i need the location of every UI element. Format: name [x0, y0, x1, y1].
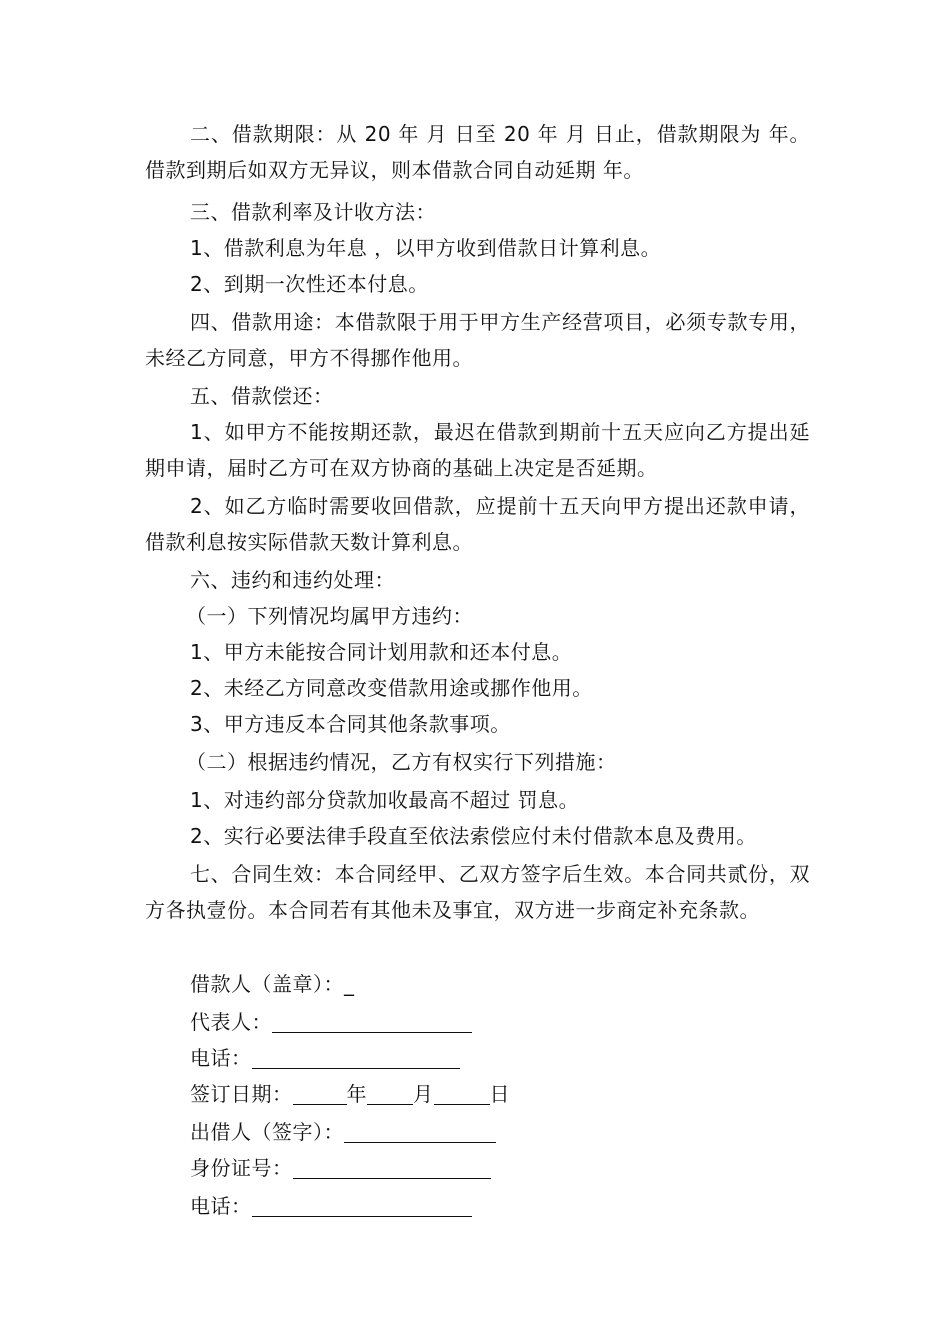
id-number-blank: [293, 1156, 491, 1179]
representative-line: [190, 1004, 472, 1040]
phone-label-2: 电话：: [190, 1194, 252, 1218]
sign-day-blank: [434, 1082, 490, 1105]
lender-sign-blank: [344, 1120, 496, 1143]
borrower-seal-line: 借款人（盖章）：_: [190, 972, 355, 996]
sign-date-line: [190, 1076, 510, 1112]
clause-term: 二、借款期限：从 20 年 月 日至 20 年 月 日止，借款期限为 年。借款到期后如双方无异议，则本借款合同自动延期 年。: [145, 122, 810, 182]
clause-repayment-1: 1、如甲方不能按期还款，最迟在借款到期前十五天应向乙方提出延期申请，届时乙方可在双方协商的基础上决定是否延期。: [145, 420, 810, 480]
clause-purpose: 四、借款用途：本借款限于用于甲方生产经营项目，必须专款专用，未经乙方同意，甲方不得挪作他用。: [145, 310, 810, 370]
clause-interest-2: 2、到期一次性还本付息。: [190, 272, 429, 296]
phone-line-2: [190, 1188, 472, 1224]
phone-label-1: 电话：: [190, 1046, 252, 1070]
clause-breach-b2: 2、实行必要法律手段直至依法索偿应付未付借款本息及费用。: [190, 824, 757, 848]
clause-interest-1: 1、借款利息为年息 ，以甲方收到借款日计算利息。: [190, 236, 662, 260]
id-number-label: 身份证号：: [190, 1156, 293, 1180]
clause-breach-a3: 3、甲方违反本合同其他条款事项。: [190, 712, 511, 736]
lender-sign-line: [190, 1114, 496, 1150]
clause-interest-title: 三、借款利率及计收方法：: [190, 200, 436, 224]
phone-line-1: [190, 1040, 460, 1076]
sign-day-label: 日: [489, 1082, 510, 1106]
lender-sign-label: 出借人（签字）：: [190, 1120, 344, 1144]
representative-blank: [272, 1010, 472, 1033]
clause-breach-a1: 1、甲方未能按合同计划用款和还本付息。: [190, 640, 573, 664]
clause-breach-b: （二）根据违约情况，乙方有权实行下列措施：: [186, 750, 617, 774]
clause-breach-a: （一）下列情况均属甲方违约：: [186, 604, 473, 628]
sign-year-blank: [293, 1082, 347, 1105]
sign-month-blank: [367, 1082, 413, 1105]
clause-breach-a2: 2、未经乙方同意改变借款用途或挪作他用。: [190, 676, 593, 700]
clause-effect: 七、合同生效：本合同经甲、乙双方签字后生效。本合同共贰份，双方各执壹份。本合同若有其他未及事宜，双方进一步商定补充条款。: [145, 862, 810, 922]
clause-repayment-2: 2、如乙方临时需要收回借款，应提前十五天向甲方提出还款申请，借款利息按实际借款天数计算利息。: [145, 494, 810, 554]
clause-breach-title: 六、违约和违约处理：: [190, 568, 395, 592]
sign-month-label: 月: [413, 1082, 434, 1106]
clause-breach-b1: 1、对违约部分贷款加收最高不超过 罚息。: [190, 788, 580, 812]
sign-year-label: 年: [346, 1082, 367, 1106]
phone-blank-1: [252, 1046, 460, 1069]
id-number-line: [190, 1150, 491, 1186]
phone-blank-2: [252, 1194, 472, 1217]
sign-date-label: 签订日期：: [190, 1082, 293, 1106]
representative-label: 代表人：: [190, 1010, 272, 1034]
clause-repayment-title: 五、借款偿还：: [190, 384, 334, 408]
